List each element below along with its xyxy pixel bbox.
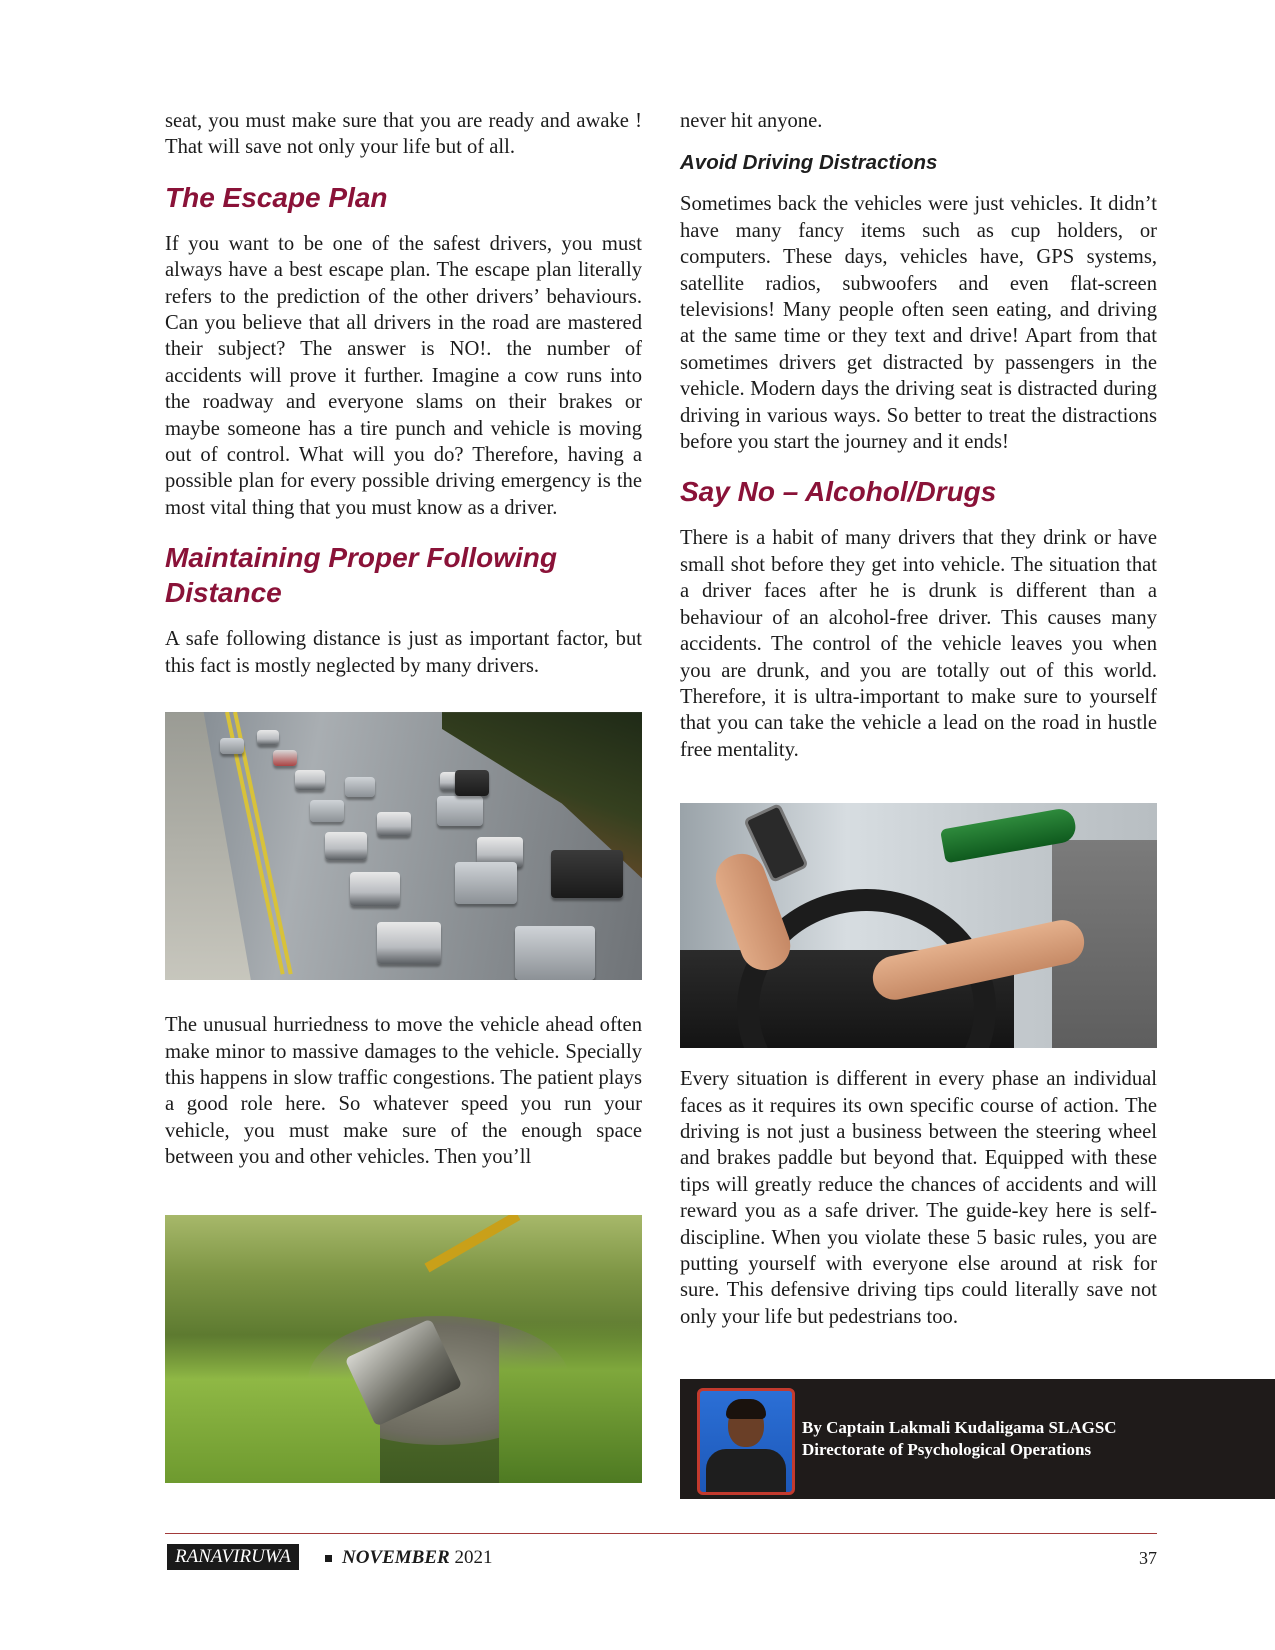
page-number: 37 bbox=[1139, 1548, 1157, 1568]
page-footer bbox=[165, 1544, 1157, 1572]
footer-divider bbox=[165, 1533, 1157, 1534]
hurriedness-paragraph: The unusual hurriedness to move the vehicle ahead often make minor to massive damages to the vehicle. Specially this happens in slow traffic congestions. The patient plays a good role here. So whatever speed you run your vehicle, you must make sure of the enough space between you and other vehicles. Then you’ll bbox=[165, 1014, 642, 1169]
highway-traffic-photo bbox=[165, 712, 642, 980]
alcohol-drugs-heading: Say No – Alcohol/Drugs bbox=[680, 476, 997, 508]
issue-date bbox=[342, 1546, 492, 1570]
author-department: Directorate of Psychological Operations bbox=[802, 1440, 1092, 1459]
issue-month: NOVEMBER bbox=[342, 1547, 450, 1568]
left-column bbox=[165, 108, 642, 1483]
issue-year: 2021 bbox=[454, 1547, 493, 1568]
right-column bbox=[680, 108, 1157, 1330]
continued-paragraph: never hit anyone. bbox=[680, 110, 823, 132]
escape-plan-heading: The Escape Plan bbox=[165, 181, 388, 213]
intro-paragraph: seat, you must make sure that you are ready and awake ! That will save not only your life but of all. bbox=[165, 110, 642, 159]
author-credit bbox=[802, 1417, 1117, 1461]
following-distance-paragraph: A safe following distance is just as important factor, but this fact is mostly neglected by many drivers. bbox=[165, 628, 642, 677]
distractions-heading: Avoid Driving Distractions bbox=[680, 151, 938, 175]
conclusion-paragraph: Every situation is different in every phase an individual faces as it requires its own specific course of action. The driving is not just a business between the steering wheel and brakes paddle but beyond that. Equipped with these tips will greatly reduce the chances of accidents and will reward you as a safe driver. The guide-key here is self-discipline. When you violate these 5 basic rules, you are putting yourself with everyone else around at risk for sure. This defensive driving tips could literally save not only your life but pedestrians too. bbox=[680, 1068, 1157, 1328]
author-byline: By Captain Lakmali Kudaligama SLAGSC bbox=[802, 1418, 1117, 1437]
distractions-paragraph: Sometimes back the vehicles were just vehicles. It didn’t have many fancy items such as cup holders, or computers. These days, vehicles have, GPS systems, satellite radios, subwoofers and even flat-screen televisions! Many people often seen eating, and driving at the same time or they text and drive! Apart from that sometimes drivers get distracted by passengers in the vehicle. Modern days the driving seat is distracted during driving in various ways. So better to treat the distractions before you start the journey and it ends! bbox=[680, 193, 1157, 454]
author-box bbox=[680, 1379, 1275, 1499]
magazine-name: RANAVIRUWA bbox=[167, 1544, 299, 1570]
escape-plan-paragraph: If you want to be one of the safest drivers, you must always have a best escape plan. The escape plan literally refers to the prediction of the other drivers’ behaviours. Can you believe that all drivers in the road are mastered their subject? The answer is NO!. the number of accidents will prove it further. Imagine a cow runs into the roadway and everyone slams on their brakes or maybe someone has a tire punch and vehicle is moving out of control. What will you do? Therefore, having a possible plan for every possible driving emergency is the most vital thing that you must know as a driver. bbox=[165, 232, 642, 519]
author-avatar bbox=[697, 1388, 795, 1495]
distracted-driver-photo bbox=[680, 803, 1157, 1048]
square-bullet-icon bbox=[325, 1555, 332, 1562]
alcohol-drugs-paragraph: There is a habit of many drivers that they drink or have small shot before they get into vehicle. The situation that a driver faces after he is drunk is different than a behaviour of an alcohol-free driver. This causes many accidents. The control of the vehicle leaves you when you are drunk, and you are totally out of this world. Therefore, it is ultra-important to make sure to yourself that you can take the vehicle a lead on the road in hustle free mentality. bbox=[680, 527, 1157, 761]
vehicle-accident-photo bbox=[165, 1215, 642, 1483]
following-distance-heading: Maintaining Proper Following Distance bbox=[165, 542, 557, 609]
